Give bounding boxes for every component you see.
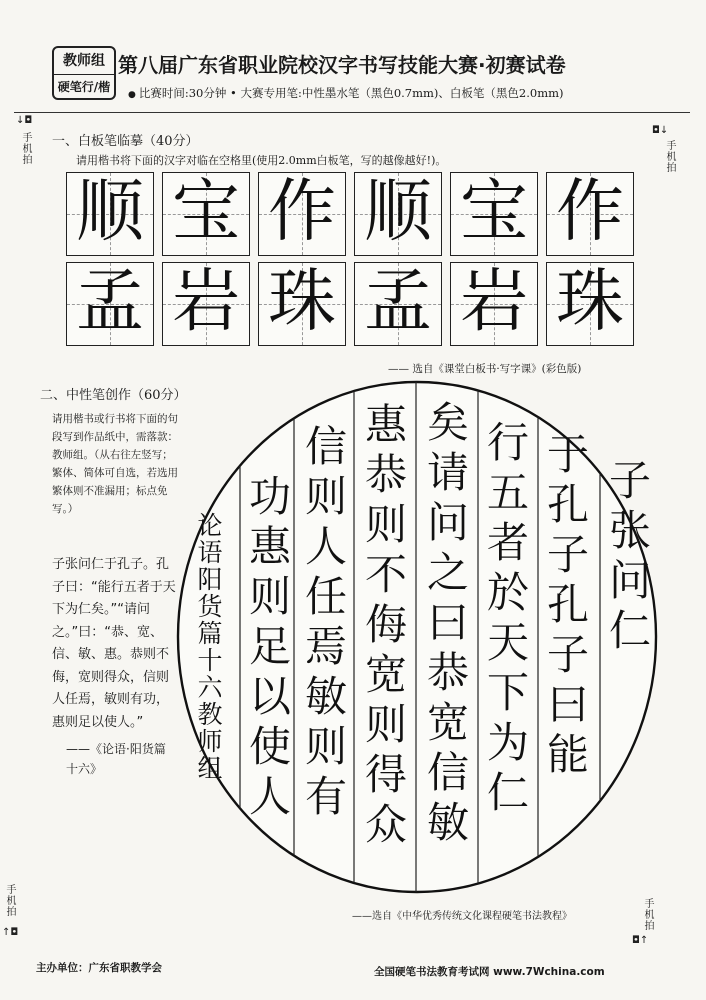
camera-icon: ↓◘ [16,115,33,126]
photo-label-right-bottom: 手机拍 [642,898,653,931]
grid-char: 孟 [75,262,144,342]
quote-source: ——《论语·阳货篇十六》 [66,742,166,776]
copy-grid [66,172,638,355]
camera-icon: ◘↑ [632,935,649,946]
calligraphy-column: 信则人任焉敏则有 [299,424,348,824]
grid-cell [546,262,634,346]
grid-cell [162,262,250,346]
grid-char: 珠 [267,262,336,342]
grid-char: 孟 [363,262,432,342]
grid-char: 作 [555,172,624,252]
grid-char: 岩 [171,262,240,342]
camera-icon: ◘↓ [652,125,669,136]
section2-source: ——选自《中华优秀传统文化课程硬笔书法教程》 [352,911,572,922]
header-divider [14,112,690,113]
grid-cell [354,262,442,346]
grid-char: 岩 [459,262,528,342]
photo-label-left-bottom: 手机拍 [4,884,15,917]
grid-cell [162,172,250,256]
grid-cell [450,262,538,346]
section2-instruction: 请用楷书或行书将下面的句段写到作品纸中，需落款：教师组。（从右往左竖写；繁体、简体可自选，若选用繁体则不准漏用；标点免写。） [52,413,178,515]
grid-cell [354,172,442,256]
section1-instruction: 请用楷书将下面的汉字对临在空格里(使用2.0mm白板笔，写的越像越好!)。 [76,154,447,167]
photo-label-right-top: 手机拍 [664,140,675,173]
grid-char: 珠 [555,262,624,342]
grid-cell [546,172,634,256]
calligraphy-column: 子张问仁 [603,458,652,658]
badge-group-label: 教师组 [63,53,105,69]
quote-text: 子张问仁于孔子。孔子曰：“能行五者于天下为仁矣。”“请问之。”曰：“恭、宽、信、敏、惠。恭则不侮，宽则得众，信则人任焉，敏则有功，惠则足以使人。” [52,557,176,730]
calligraphy-signature: 论语阳货篇十六教师组 [194,512,223,782]
grid-char: 顺 [363,172,432,252]
calligraphy-column: 于孔子孔子曰能 [541,432,590,782]
exam-info: ● 比赛时间:30分钟 • 大赛专用笔:中性墨水笔（黑色0.7mm)、白板笔（黑色2.0mm) [128,86,564,100]
calligraphy-column: 矣请问之曰恭宽信敏 [421,400,470,850]
grid-cell [258,262,346,346]
calligraphy-column: 惠恭则不侮宽则得众 [359,402,408,852]
grid-char: 宝 [459,172,528,252]
group-badge [52,46,116,100]
organizer: 主办单位：广东省职教学会 [36,962,162,974]
grid-char: 作 [267,172,336,252]
section1-source: —— 选自《课堂白板书·写字课》(彩色版) [388,363,582,375]
calligraphy-column: 功惠则足以使人 [243,474,292,824]
grid-cell [66,262,154,346]
exam-title: 第八届广东省职业院校汉字书写技能大赛·初赛试卷 [118,53,566,77]
camera-icon: ↑◘ [2,927,19,938]
grid-cell [66,172,154,256]
calligraphy-work [176,380,658,894]
grid-char: 顺 [75,172,144,252]
calligraphy-column: 行五者於天下为仁 [481,420,530,820]
badge-category-label: 硬笔行/楷 [54,74,114,95]
grid-char: 宝 [171,172,240,252]
grid-cell [450,172,538,256]
photo-label-left-top: 手机拍 [20,132,31,165]
section1-title: 一、白板笔临摹（40分） [52,134,199,149]
website: 全国硬笔书法教育考试网 www.7Wchina.com [374,966,605,978]
section2-title: 二、中性笔创作（60分） [40,388,187,403]
grid-cell [258,172,346,256]
exam-info-text: 比赛时间:30分钟 • 大赛专用笔:中性墨水笔（黑色0.7mm)、白板笔（黑色2.0mm) [138,86,564,100]
